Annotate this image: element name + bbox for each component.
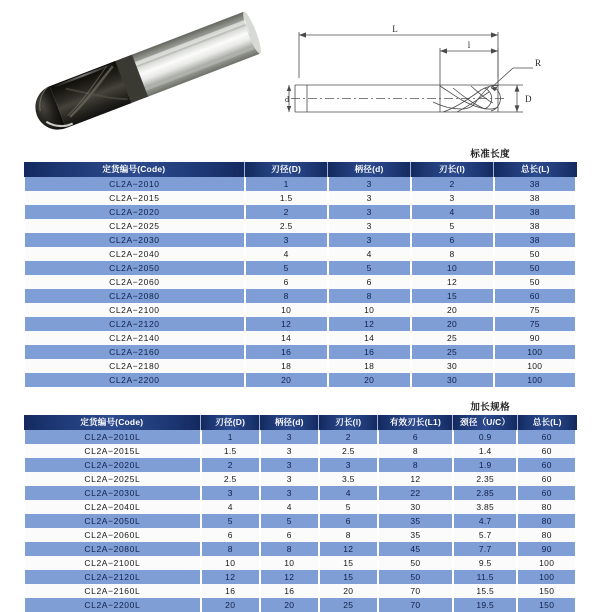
value-cell: 8: [328, 289, 411, 303]
column-header-5: 颈径（U/C）: [453, 415, 517, 430]
value-cell: 25: [411, 345, 494, 359]
value-cell: 16: [328, 345, 411, 359]
value-cell: 1: [201, 430, 260, 444]
value-cell: 3: [411, 191, 494, 205]
value-cell: 1.5: [245, 191, 328, 205]
value-cell: 5: [411, 219, 494, 233]
column-header-2: 柄径(d): [328, 162, 411, 177]
value-cell: 100: [517, 556, 576, 570]
table-row: [24, 373, 577, 387]
dimension-label-d: d: [285, 95, 289, 104]
end-mill-dimension-drawing: [285, 8, 597, 138]
value-cell: 8: [260, 542, 319, 556]
value-cell: 80: [517, 500, 576, 514]
value-cell: 15: [319, 556, 378, 570]
value-cell: 2.35: [453, 472, 517, 486]
value-cell: 3: [328, 233, 411, 247]
table-row: [24, 514, 577, 528]
product-code-cell: CL2A−2015: [24, 191, 245, 205]
value-cell: 100: [494, 373, 577, 387]
value-cell: 16: [260, 584, 319, 598]
product-code-cell: CL2A−2025: [24, 219, 245, 233]
value-cell: 50: [494, 275, 577, 289]
value-cell: 20: [411, 317, 494, 331]
value-cell: 1.9: [453, 458, 517, 472]
value-cell: 4: [201, 500, 260, 514]
value-cell: 3: [260, 430, 319, 444]
table-header-row: [24, 415, 577, 430]
product-code-cell: CL2A−2030L: [24, 486, 201, 500]
value-cell: 19.5: [453, 598, 517, 612]
value-cell: 12: [201, 570, 260, 584]
value-cell: 1.4: [453, 444, 517, 458]
dimension-label-l: l: [467, 40, 471, 50]
value-cell: 3: [201, 486, 260, 500]
value-cell: 10: [201, 556, 260, 570]
value-cell: 75: [494, 303, 577, 317]
table-row: [24, 598, 577, 612]
value-cell: 5: [245, 261, 328, 275]
product-code-cell: CL2A−2010: [24, 177, 245, 191]
table-row: [24, 261, 577, 275]
product-code-cell: CL2A−2200: [24, 373, 245, 387]
value-cell: 10: [260, 556, 319, 570]
value-cell: 45: [378, 542, 453, 556]
table-row: [24, 275, 577, 289]
value-cell: 4: [411, 205, 494, 219]
column-header-1: 刃径(D): [245, 162, 328, 177]
column-header-4: 总长(L): [494, 162, 577, 177]
product-code-cell: CL2A−2050L: [24, 514, 201, 528]
value-cell: 38: [494, 191, 577, 205]
value-cell: 20: [245, 373, 328, 387]
value-cell: 10: [245, 303, 328, 317]
table-row: [24, 528, 577, 542]
value-cell: 15.5: [453, 584, 517, 598]
value-cell: 5: [201, 514, 260, 528]
table-row: [24, 444, 577, 458]
value-cell: 60: [517, 430, 576, 444]
value-cell: 12: [319, 542, 378, 556]
value-cell: 3: [260, 472, 319, 486]
table-row: [24, 205, 577, 219]
value-cell: 38: [494, 177, 577, 191]
table-row: [24, 303, 577, 317]
value-cell: 6: [378, 430, 453, 444]
value-cell: 30: [378, 500, 453, 514]
value-cell: 75: [494, 317, 577, 331]
value-cell: 60: [517, 458, 576, 472]
value-cell: 30: [411, 373, 494, 387]
value-cell: 150: [517, 598, 576, 612]
value-cell: 100: [517, 570, 576, 584]
extended-length-table-block: [22, 399, 578, 612]
table-row: [24, 458, 577, 472]
value-cell: 3: [260, 458, 319, 472]
value-cell: 12: [378, 472, 453, 486]
value-cell: 100: [494, 359, 577, 373]
value-cell: 2.5: [319, 444, 378, 458]
value-cell: 8: [245, 289, 328, 303]
value-cell: 2: [201, 458, 260, 472]
table-row: [24, 317, 577, 331]
value-cell: 38: [494, 219, 577, 233]
value-cell: 15: [319, 570, 378, 584]
value-cell: 8: [378, 458, 453, 472]
product-code-cell: CL2A−2015L: [24, 444, 201, 458]
product-code-cell: CL2A−2020: [24, 205, 245, 219]
column-header-3: 刃长(l): [411, 162, 494, 177]
value-cell: 6: [260, 528, 319, 542]
column-header-3: 刃长(l): [319, 415, 378, 430]
value-cell: 16: [201, 584, 260, 598]
column-header-6: 总长(L): [517, 415, 576, 430]
table-row: [24, 486, 577, 500]
table-row: [24, 584, 577, 598]
value-cell: 9.5: [453, 556, 517, 570]
product-code-cell: CL2A−2060L: [24, 528, 201, 542]
product-code-cell: CL2A−2040: [24, 247, 245, 261]
value-cell: 20: [260, 598, 319, 612]
value-cell: 50: [378, 570, 453, 584]
value-cell: 4: [328, 247, 411, 261]
table-row: [24, 331, 577, 345]
value-cell: 6: [411, 233, 494, 247]
value-cell: 10: [328, 303, 411, 317]
value-cell: 2.5: [201, 472, 260, 486]
value-cell: 3.85: [453, 500, 517, 514]
product-code-cell: CL2A−2100L: [24, 556, 201, 570]
value-cell: 70: [378, 584, 453, 598]
dimension-label-L: L: [392, 24, 398, 34]
value-cell: 20: [319, 584, 378, 598]
table-row: [24, 289, 577, 303]
value-cell: 2.5: [245, 219, 328, 233]
extended-length-table: [22, 415, 578, 612]
value-cell: 25: [411, 331, 494, 345]
value-cell: 5: [319, 500, 378, 514]
product-code-cell: CL2A−2160: [24, 345, 245, 359]
value-cell: 5: [328, 261, 411, 275]
product-code-cell: CL2A−2080L: [24, 542, 201, 556]
value-cell: 12: [411, 275, 494, 289]
value-cell: 16: [245, 345, 328, 359]
value-cell: 35: [378, 514, 453, 528]
value-cell: 6: [319, 514, 378, 528]
value-cell: 70: [378, 598, 453, 612]
product-code-cell: CL2A−2180: [24, 359, 245, 373]
value-cell: 50: [494, 247, 577, 261]
value-cell: 3: [328, 191, 411, 205]
value-cell: 50: [378, 556, 453, 570]
value-cell: 12: [328, 317, 411, 331]
value-cell: 14: [245, 331, 328, 345]
value-cell: 3: [260, 444, 319, 458]
value-cell: 20: [201, 598, 260, 612]
extended-length-caption: 加长规格: [470, 402, 510, 413]
value-cell: 6: [201, 528, 260, 542]
value-cell: 0.9: [453, 430, 517, 444]
value-cell: 80: [517, 528, 576, 542]
product-code-cell: CL2A−2030: [24, 233, 245, 247]
value-cell: 8: [378, 444, 453, 458]
value-cell: 2: [319, 430, 378, 444]
value-cell: 18: [245, 359, 328, 373]
value-cell: 2: [245, 205, 328, 219]
value-cell: 50: [494, 261, 577, 275]
table-row: [24, 472, 577, 486]
value-cell: 1: [245, 177, 328, 191]
value-cell: 3: [328, 219, 411, 233]
value-cell: 5.7: [453, 528, 517, 542]
product-code-cell: CL2A−2020L: [24, 458, 201, 472]
product-code-cell: CL2A−2120: [24, 317, 245, 331]
value-cell: 15: [411, 289, 494, 303]
product-code-cell: CL2A−2040L: [24, 500, 201, 514]
value-cell: 2: [411, 177, 494, 191]
value-cell: 5: [260, 514, 319, 528]
table-row: [24, 247, 577, 261]
table-row: [24, 233, 577, 247]
value-cell: 60: [494, 289, 577, 303]
value-cell: 14: [328, 331, 411, 345]
product-code-cell: CL2A−2120L: [24, 570, 201, 584]
column-header-1: 刃径(D): [201, 415, 260, 430]
value-cell: 90: [517, 542, 576, 556]
column-header-0: 定货编号(Code): [24, 162, 245, 177]
table-row: [24, 359, 577, 373]
value-cell: 20: [411, 303, 494, 317]
value-cell: 18: [328, 359, 411, 373]
column-header-2: 柄径(d): [260, 415, 319, 430]
product-code-cell: CL2A−2140: [24, 331, 245, 345]
product-code-cell: CL2A−2100: [24, 303, 245, 317]
standard-length-table: [22, 162, 578, 387]
value-cell: 25: [319, 598, 378, 612]
product-code-cell: CL2A−2160L: [24, 584, 201, 598]
value-cell: 60: [517, 444, 576, 458]
value-cell: 100: [494, 345, 577, 359]
product-code-cell: CL2A−2060: [24, 275, 245, 289]
product-code-cell: CL2A−2050: [24, 261, 245, 275]
value-cell: 1.5: [201, 444, 260, 458]
table-row: [24, 570, 577, 584]
value-cell: 60: [517, 472, 576, 486]
table-row: [24, 542, 577, 556]
value-cell: 3: [328, 205, 411, 219]
column-header-0: 定货编号(Code): [24, 415, 201, 430]
value-cell: 7.7: [453, 542, 517, 556]
value-cell: 12: [260, 570, 319, 584]
value-cell: 60: [517, 486, 576, 500]
table-row: [24, 191, 577, 205]
product-code-cell: CL2A−2200L: [24, 598, 201, 612]
value-cell: 80: [517, 514, 576, 528]
value-cell: 4: [319, 486, 378, 500]
value-cell: 20: [328, 373, 411, 387]
value-cell: 8: [201, 542, 260, 556]
value-cell: 2.85: [453, 486, 517, 500]
table-header-row: [24, 162, 577, 177]
table-row: [24, 500, 577, 514]
table-row: [24, 430, 577, 444]
value-cell: 3: [319, 458, 378, 472]
value-cell: 8: [411, 247, 494, 261]
value-cell: 38: [494, 233, 577, 247]
value-cell: 12: [245, 317, 328, 331]
ball-nose-end-mill-photo: [0, 0, 285, 145]
value-cell: 3: [328, 177, 411, 191]
dimension-label-D: D: [525, 94, 532, 104]
value-cell: 3: [260, 486, 319, 500]
value-cell: 4: [245, 247, 328, 261]
product-code-cell: CL2A−2080: [24, 289, 245, 303]
value-cell: 22: [378, 486, 453, 500]
top-illustration-area: [0, 0, 600, 145]
table-row: [24, 345, 577, 359]
product-code-cell: CL2A−2025L: [24, 472, 201, 486]
value-cell: 35: [378, 528, 453, 542]
standard-length-table-block: [22, 146, 578, 387]
column-header-4: 有效刃长(L1): [378, 415, 453, 430]
product-code-cell: CL2A−2010L: [24, 430, 201, 444]
table-row: [24, 556, 577, 570]
value-cell: 6: [245, 275, 328, 289]
value-cell: 38: [494, 205, 577, 219]
value-cell: 90: [494, 331, 577, 345]
value-cell: 4: [260, 500, 319, 514]
dimension-label-R: R: [535, 58, 542, 68]
value-cell: 8: [319, 528, 378, 542]
value-cell: 3: [245, 233, 328, 247]
value-cell: 150: [517, 584, 576, 598]
value-cell: 11.5: [453, 570, 517, 584]
value-cell: 3.5: [319, 472, 378, 486]
standard-length-caption: 标准长度: [470, 149, 510, 160]
value-cell: 30: [411, 359, 494, 373]
value-cell: 4.7: [453, 514, 517, 528]
value-cell: 6: [328, 275, 411, 289]
table-row: [24, 219, 577, 233]
table-row: [24, 177, 577, 191]
value-cell: 10: [411, 261, 494, 275]
